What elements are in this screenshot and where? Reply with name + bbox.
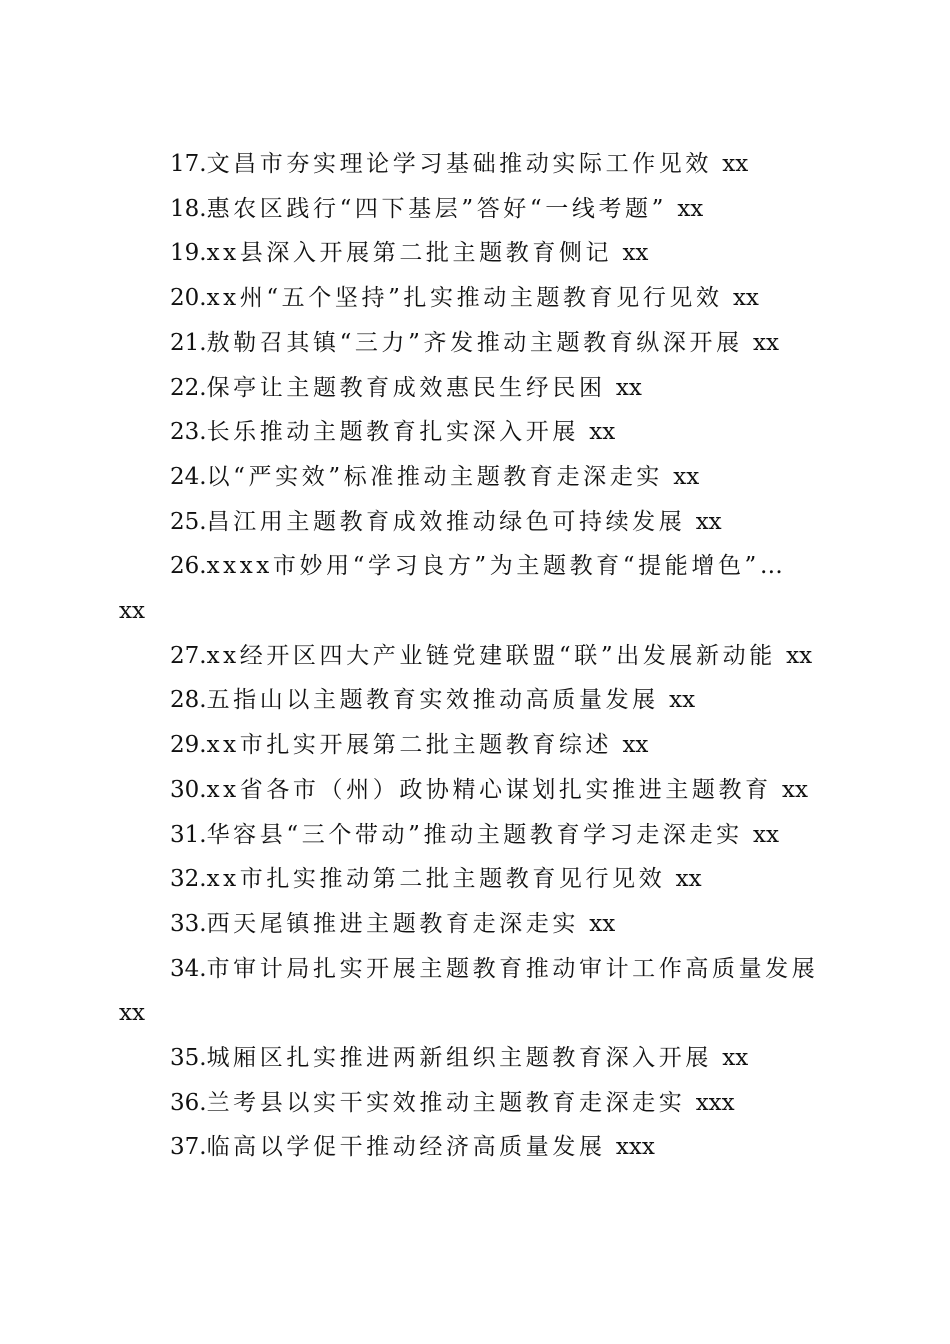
list-item xyxy=(119,500,831,545)
item-title: xx市扎实开展第二批主题教育综述 xyxy=(206,732,613,759)
list-item xyxy=(119,723,831,768)
list-item xyxy=(119,678,831,723)
item-number: 25. xyxy=(170,508,207,535)
item-title: 五指山以主题教育实效推动高质量发展 xyxy=(206,687,659,714)
item-suffix: xxx xyxy=(695,1089,735,1116)
item-suffix: xx xyxy=(677,195,704,222)
item-suffix: xx xyxy=(615,374,642,401)
item-title: 保亭让主题教育成效惠民生纾民困 xyxy=(206,374,606,401)
item-title: 敖勒召其镇“三力”齐发推动主题教育纵深开展 xyxy=(206,329,743,356)
list-item xyxy=(119,276,831,321)
list-item xyxy=(119,321,831,366)
item-suffix: xx xyxy=(722,1045,749,1072)
item-number: 22. xyxy=(170,374,207,401)
item-number: 17. xyxy=(170,151,207,177)
item-title: xx县深入开展第二批主题教育侧记 xyxy=(206,240,613,267)
item-suffix: xx xyxy=(782,776,808,803)
list-item xyxy=(119,187,831,232)
item-number: 35. xyxy=(170,1045,207,1072)
item-suffix: xx xyxy=(722,151,749,177)
item-title: xx市扎实推动第二批主题教育见行见效 xyxy=(206,866,666,893)
list-item xyxy=(119,902,831,947)
list-item xyxy=(119,1081,831,1126)
item-number: 23. xyxy=(170,419,207,446)
item-suffix: xx xyxy=(622,240,649,267)
item-title: 市审计局扎实开展主题教育推动审计工作高质量发展 xyxy=(206,955,819,982)
item-suffix: xx xyxy=(695,508,722,535)
item-title: 华容县“三个带动”推动主题教育学习走深走实 xyxy=(206,821,743,848)
item-number: 28. xyxy=(170,687,207,714)
list-item xyxy=(119,1125,831,1170)
item-number: 21. xyxy=(170,329,207,356)
item-suffix: xx xyxy=(786,642,813,669)
list-item xyxy=(119,813,831,858)
item-number: 36. xyxy=(170,1089,207,1116)
item-number: 20. xyxy=(170,285,207,312)
item-suffix: xx xyxy=(669,687,696,714)
item-number: 31. xyxy=(170,821,207,848)
list-item xyxy=(119,410,831,455)
item-suffix: xx xyxy=(753,821,779,848)
article-list xyxy=(119,142,831,1170)
item-title: 惠农区践行“四下基层”答好“一线考题” xyxy=(206,195,668,222)
item-title: 昌江用主题教育成效推动绿色可持续发展 xyxy=(206,508,686,535)
item-number: 30. xyxy=(170,776,207,803)
item-suffix: xx xyxy=(589,910,616,937)
item-title: 文昌市夯实理论学习基础推动实际工作见效 xyxy=(206,151,712,177)
item-suffix: xx xyxy=(119,1000,145,1027)
item-number: 27. xyxy=(170,642,207,669)
item-suffix: xxx xyxy=(615,1134,655,1161)
list-item xyxy=(119,857,831,902)
item-suffix: xx xyxy=(732,285,759,312)
list-item xyxy=(119,231,831,276)
item-suffix: xx xyxy=(119,598,145,625)
item-number: 34. xyxy=(170,955,207,982)
item-number: 19. xyxy=(170,240,207,267)
list-item xyxy=(119,947,831,1036)
item-title: 临高以学促干推动经济高质量发展 xyxy=(206,1134,606,1161)
item-number: 32. xyxy=(170,866,207,893)
item-title: 城厢区扎实推进两新组织主题教育深入开展 xyxy=(206,1045,712,1072)
list-item xyxy=(119,1036,831,1081)
item-number: 37. xyxy=(170,1134,207,1161)
item-suffix: xx xyxy=(622,732,649,759)
list-item xyxy=(119,366,831,411)
list-item xyxy=(119,544,831,633)
item-number: 24. xyxy=(170,463,207,490)
item-title: xx省各市（州）政协精心谋划扎实推进主题教育 xyxy=(206,776,772,803)
item-number: 26. xyxy=(170,553,207,580)
item-title: xxxx市妙用“学习良方”为主题教育“提能增色”… xyxy=(206,553,787,580)
item-title: 西天尾镇推进主题教育走深走实 xyxy=(206,910,579,937)
list-item xyxy=(119,455,831,500)
item-title: 长乐推动主题教育扎实深入开展 xyxy=(206,419,579,446)
item-title: 兰考县以实干实效推动主题教育走深走实 xyxy=(206,1089,686,1116)
item-suffix: xx xyxy=(589,419,616,446)
list-item xyxy=(119,634,831,679)
list-item xyxy=(119,142,831,187)
item-number: 18. xyxy=(170,195,207,222)
item-title: xx经开区四大产业链党建联盟“联”出发展新动能 xyxy=(206,642,776,669)
list-item xyxy=(119,768,831,813)
item-title: xx州“五个坚持”扎实推动主题教育见行见效 xyxy=(206,285,723,312)
item-number: 29. xyxy=(170,732,207,759)
item-number: 33. xyxy=(170,910,207,937)
item-suffix: xx xyxy=(673,463,700,490)
item-title: 以“严实效”标准推动主题教育走深走实 xyxy=(206,463,663,490)
item-suffix: xx xyxy=(675,866,702,893)
item-suffix: xx xyxy=(753,329,779,356)
